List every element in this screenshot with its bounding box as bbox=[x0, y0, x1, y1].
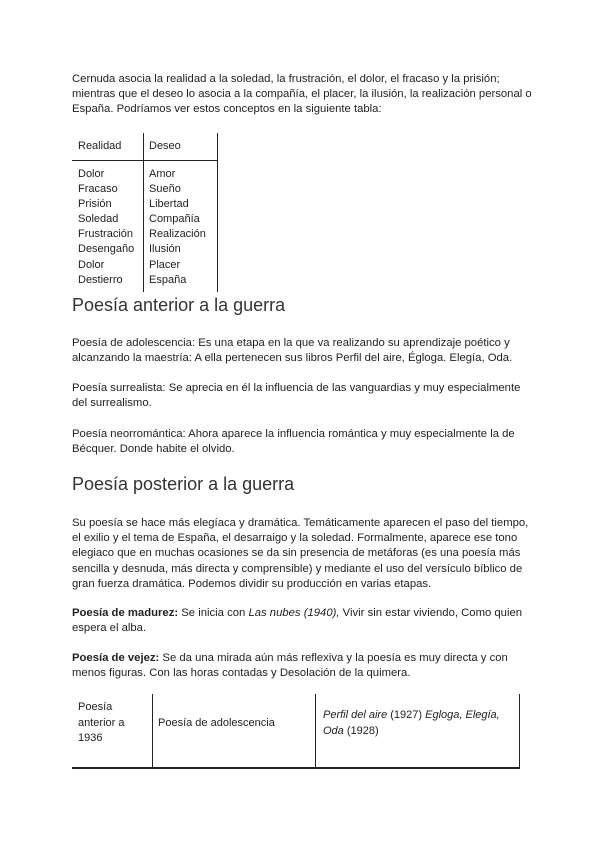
table-cell: Prisión bbox=[78, 198, 112, 211]
paragraph-madurez bbox=[72, 606, 532, 636]
paragraph-vejez bbox=[72, 651, 532, 681]
madurez-italic: Las nubes (1940), bbox=[248, 607, 340, 619]
work-perfil: Perfil del aire bbox=[323, 709, 388, 721]
table-cell: Amor bbox=[149, 168, 176, 180]
paragraph-surrealista: Poesía surrealista: Se aprecia en él la influencia de las vanguardias y muy especialmente del surrealismo. bbox=[72, 382, 521, 410]
table-cell: Soledad bbox=[78, 213, 119, 226]
table2-divider-2 bbox=[315, 694, 316, 768]
paragraph-posterior: Su poesía se hace más elegíaca y dramática. Temáticamente aparecen el paso del tiempo, el exilio y el tema de España, el desarraigo y la soledad. Formalmente, aparece ese tono elegiaco que en muchas ocasiones se da sin presencia de metáforas (es una poesía más sencilla y desnuda, más directa y comprensible) y mediante el uso del versículo bíblico de gran fuerza dramática. Podemos dividir su producción en varias etapas. bbox=[72, 517, 529, 590]
table-cell: Compañía bbox=[149, 213, 200, 226]
deseo-column bbox=[149, 167, 206, 288]
madurez-post: Vivir sin estar viviendo, Como quien espera el alba. bbox=[72, 607, 523, 635]
table-cell: Desengaño bbox=[78, 243, 135, 256]
madurez-pre: Se inicia con bbox=[178, 607, 249, 619]
table-cell: Sueño bbox=[149, 183, 181, 196]
paragraph-adolescencia: Poesía de adolescencia: Es una etapa en la que va realizando su aprendizaje poético y alcanzando la maestría: A ella pertenecen sus libros Perfil del aire, Égloga. Elegía, Oda. bbox=[72, 337, 513, 365]
work-year-2: (1928) bbox=[343, 724, 379, 737]
intro-paragraph: Cernuda asocia la realidad a la soledad, la frustración, el dolor, el fracaso y la prisión; mientras que el deseo lo asocia a la compañía, el placer, la ilusión, la realización personal o España. Podríamos ver estos conceptos en la siguiente tabla: bbox=[72, 73, 532, 116]
table2-cell-stage: Poesía de adolescencia bbox=[158, 717, 275, 729]
table-header-divider bbox=[72, 160, 217, 161]
table-cell: Fracaso bbox=[78, 183, 118, 196]
vejez-label: Poesía de vejez: bbox=[72, 652, 160, 664]
section-title-anterior: Poesía anterior a la guerra bbox=[72, 295, 286, 315]
table2-cell-works bbox=[323, 708, 513, 739]
table-cell: Libertad bbox=[149, 198, 189, 211]
table-cell: España bbox=[149, 273, 187, 286]
table-cell: Destierro bbox=[78, 273, 123, 286]
madurez-label: Poesía de madurez: bbox=[72, 607, 179, 619]
periods-table bbox=[72, 694, 520, 768]
header-realidad: Realidad bbox=[78, 140, 122, 152]
realidad-column bbox=[78, 167, 134, 288]
paragraph-neorromantica: Poesía neorromántica: Ahora aparece la influencia romántica y muy especialmente la de Bécquer. Donde habite el olvido. bbox=[72, 428, 515, 456]
work-egloga: Egloga, Elegía, Oda bbox=[323, 709, 500, 737]
header-deseo: Deseo bbox=[149, 140, 181, 152]
section-title-posterior: Poesía posterior a la guerra bbox=[72, 474, 295, 494]
table2-divider-1 bbox=[152, 694, 153, 768]
table-cell: Placer bbox=[149, 258, 181, 271]
table-column-divider bbox=[143, 133, 144, 292]
table-cell: Realización bbox=[149, 228, 206, 241]
table-cell: Frustración bbox=[78, 228, 134, 241]
table-cell: Dolor bbox=[78, 168, 105, 180]
table-cell: Ilusión bbox=[149, 243, 181, 256]
table-right-border bbox=[217, 133, 218, 292]
table2-bottom-border bbox=[72, 767, 520, 769]
table2-right-border bbox=[519, 694, 520, 768]
table2-cell-period: Poesía anterior a 1936 bbox=[78, 701, 125, 744]
work-year-1: (1927) bbox=[387, 709, 426, 721]
table-cell: Dolor bbox=[78, 258, 105, 271]
vejez-text: Se da una mirada aún más reflexiva y la poesía es muy directa y con menos figuras. Con las horas contadas y Desolación de la quimera. bbox=[72, 652, 508, 680]
